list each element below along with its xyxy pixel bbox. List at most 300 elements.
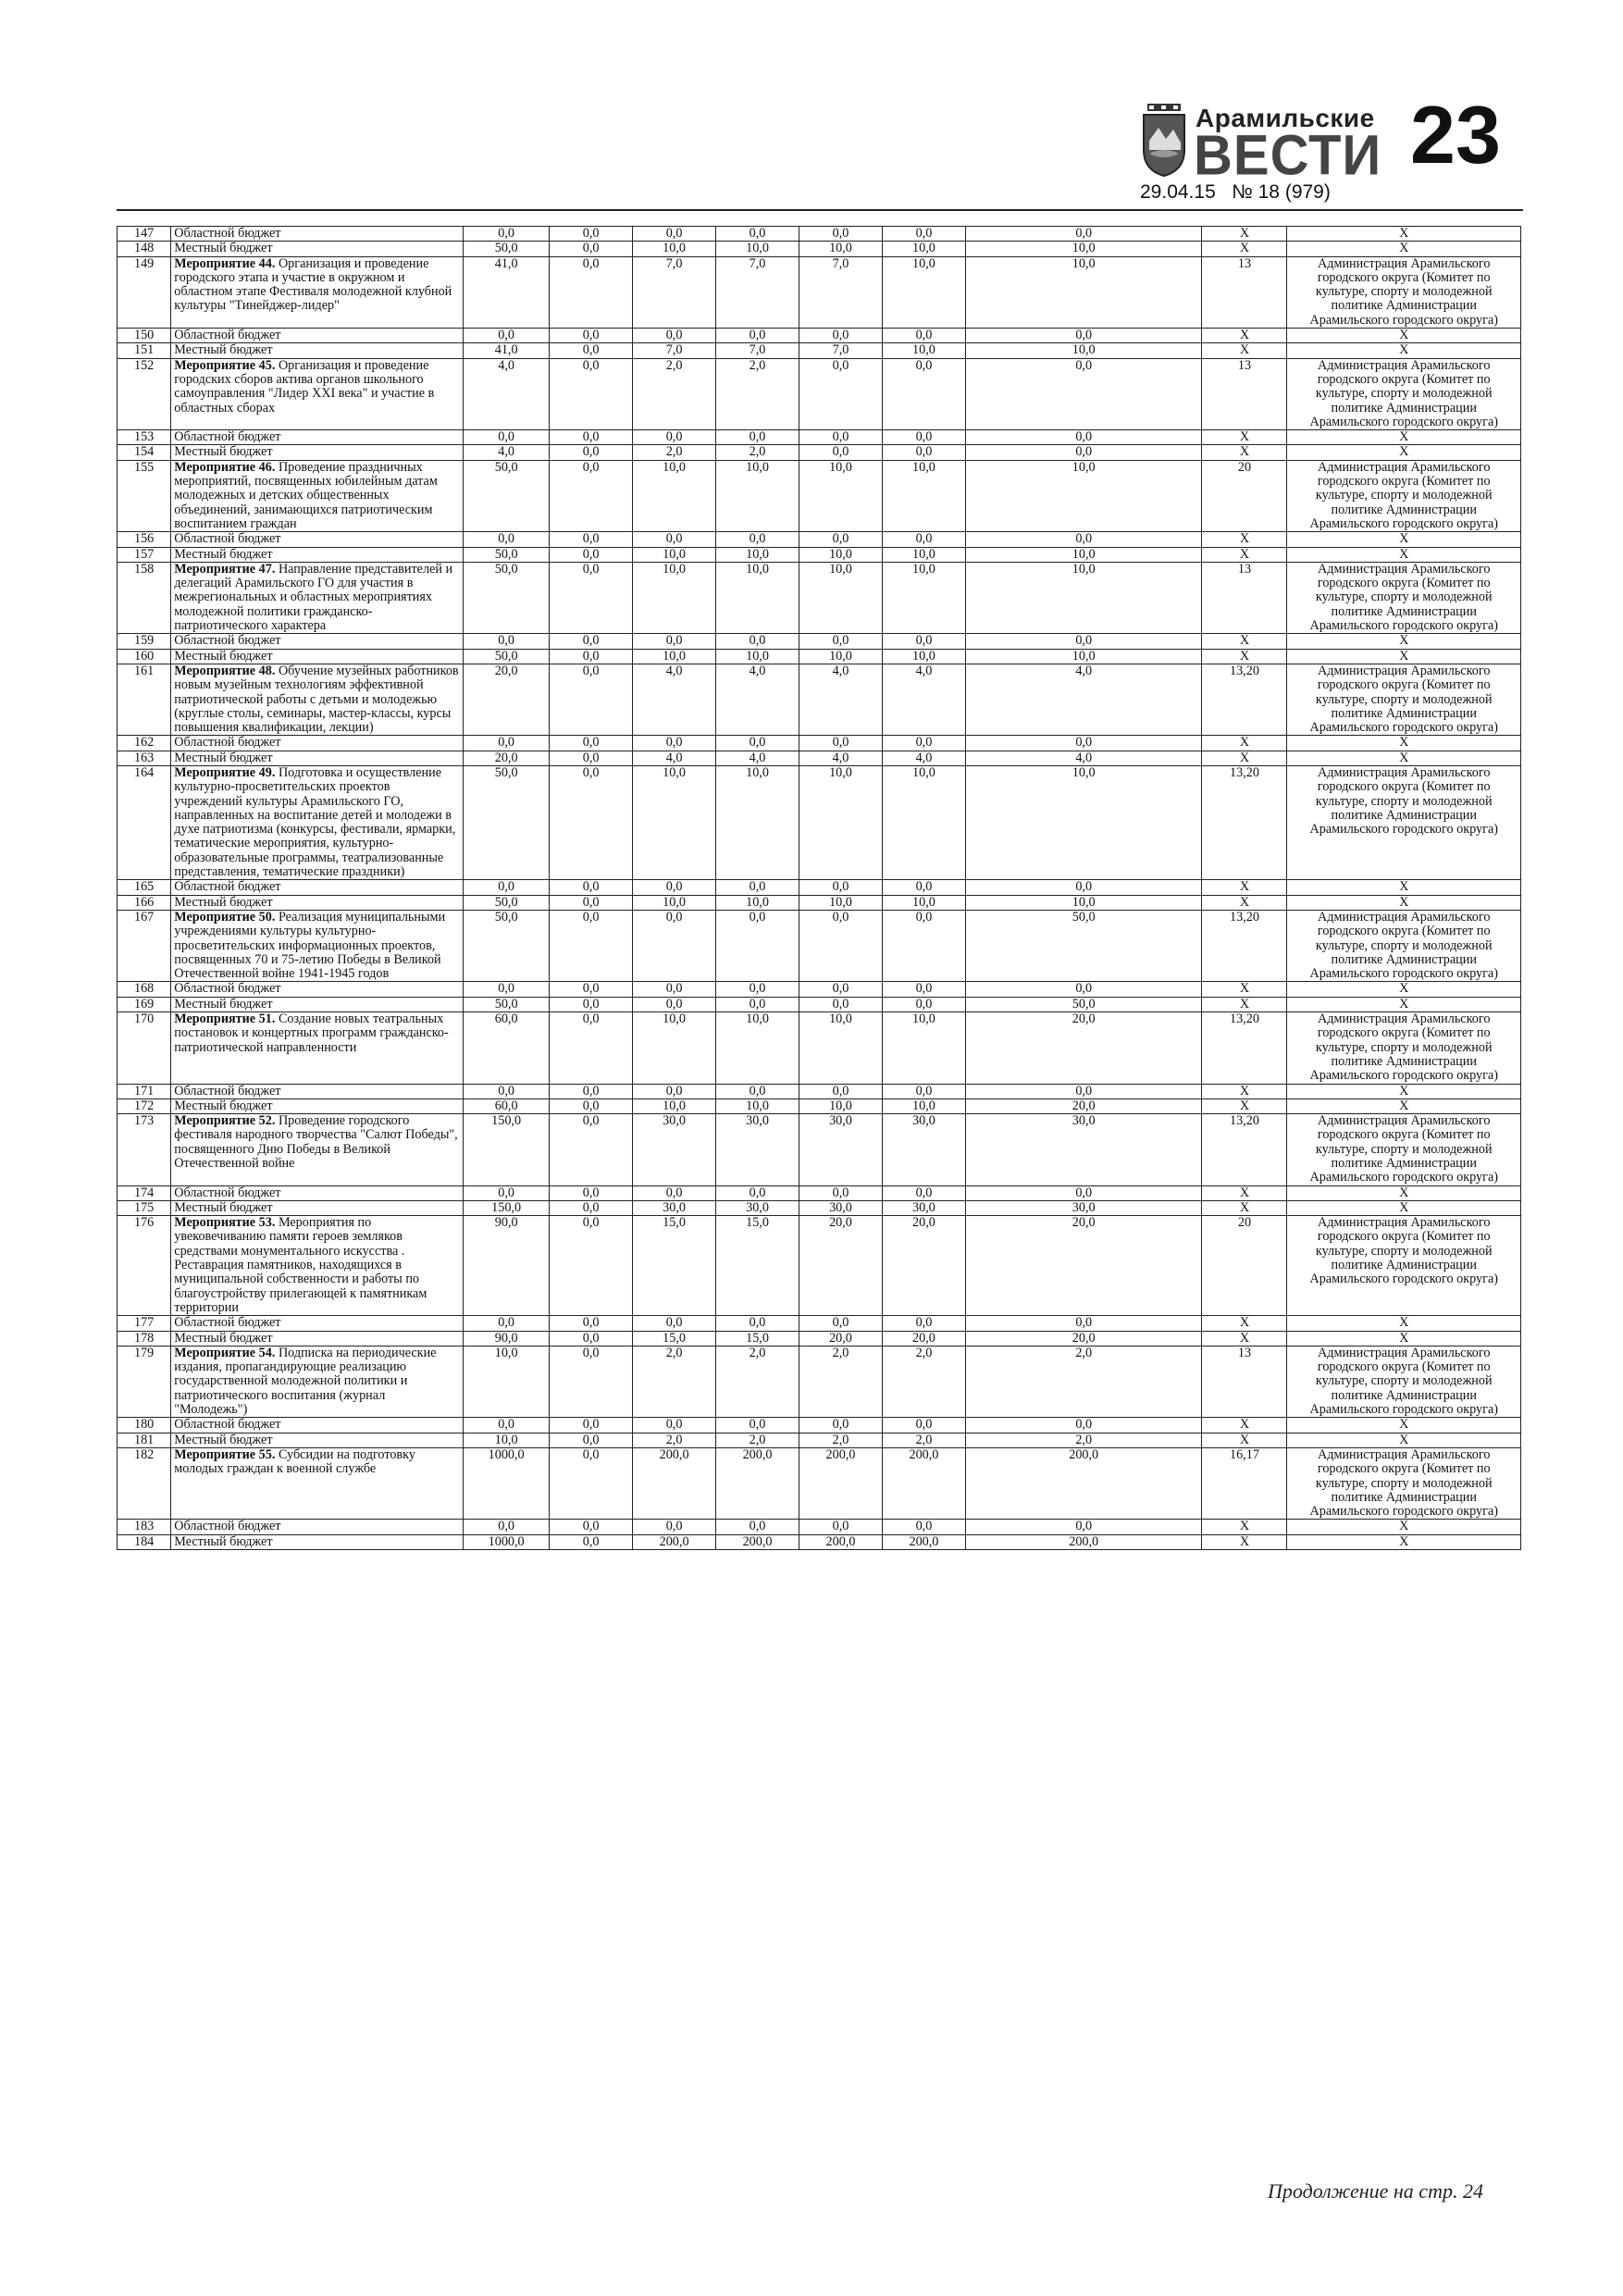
activity-text: Подписка на периодические издания, пропагандирующие реализацию государственной молодежной политики и патриотического воспитания (журнал "Молодежь"): [174, 1346, 437, 1418]
executor: X: [1287, 430, 1521, 445]
year-2-amount: 10,0: [633, 562, 716, 633]
target-indicator-ref: X: [1202, 895, 1287, 910]
row-number: 183: [118, 1520, 171, 1534]
target-indicator-ref: 16,17: [1202, 1447, 1287, 1519]
total-amount: 0,0: [464, 227, 550, 242]
row-description: [171, 910, 464, 981]
total-amount: 50,0: [464, 997, 550, 1011]
target-indicator-ref: X: [1202, 1316, 1287, 1331]
row-description: Областной бюджет: [171, 1084, 464, 1098]
row-number: 159: [118, 634, 171, 649]
target-indicator-ref: 13: [1202, 562, 1287, 633]
coat-of-arms-icon: [1140, 104, 1188, 178]
year-2-amount: 0,0: [633, 1084, 716, 1098]
year-4-amount: 30,0: [799, 1200, 883, 1215]
year-1-amount: 0,0: [550, 1331, 633, 1346]
year-6-amount: 10,0: [965, 343, 1202, 358]
executor: X: [1287, 1433, 1521, 1447]
year-1-amount: 0,0: [550, 880, 633, 895]
table-row-activity: [118, 765, 1521, 879]
row-description: [171, 765, 464, 879]
row-number: 162: [118, 736, 171, 751]
table-row-budget: [118, 227, 1521, 242]
row-number: 184: [118, 1534, 171, 1549]
year-2-amount: 0,0: [633, 910, 716, 981]
year-6-amount: 0,0: [965, 634, 1202, 649]
target-indicator-ref: 13: [1202, 256, 1287, 328]
row-number: 170: [118, 1012, 171, 1084]
year-1-amount: 0,0: [550, 1216, 633, 1316]
year-4-amount: 0,0: [799, 736, 883, 751]
row-description: Областной бюджет: [171, 1418, 464, 1433]
row-description: [171, 664, 464, 735]
row-description: Местный бюджет: [171, 751, 464, 765]
row-description: Местный бюджет: [171, 1200, 464, 1215]
year-6-amount: 2,0: [965, 1433, 1202, 1447]
activity-text: Организация и проведение городского этапа и участие в окружном и областном этапе Фестиваля молодежной клубной культуры "Тинейджер-лидер": [174, 256, 452, 314]
activity-text: Обучение музейных работников новым музейным технологиям эффективной патриотической работы с детьми и молодежью (круглые столы, семинары, мастер-классы, курсы повышения квалификации, лекции): [174, 664, 459, 736]
year-1-amount: 0,0: [550, 256, 633, 328]
row-number: 151: [118, 343, 171, 358]
year-1-amount: 0,0: [550, 532, 633, 547]
year-4-amount: 20,0: [799, 1216, 883, 1316]
year-4-amount: 10,0: [799, 895, 883, 910]
row-number: 168: [118, 982, 171, 997]
year-4-amount: 0,0: [799, 634, 883, 649]
year-4-amount: 0,0: [799, 430, 883, 445]
year-2-amount: 0,0: [633, 1185, 716, 1200]
target-indicator-ref: X: [1202, 445, 1287, 460]
year-1-amount: 0,0: [550, 358, 633, 429]
row-number: 182: [118, 1447, 171, 1519]
year-3-amount: 30,0: [716, 1200, 799, 1215]
target-indicator-ref: 13,20: [1202, 765, 1287, 879]
year-6-amount: 4,0: [965, 664, 1202, 735]
row-description: Местный бюджет: [171, 895, 464, 910]
target-indicator-ref: X: [1202, 1520, 1287, 1534]
row-number: 181: [118, 1433, 171, 1447]
target-indicator-ref: X: [1202, 634, 1287, 649]
year-6-amount: 0,0: [965, 358, 1202, 429]
year-1-amount: 0,0: [550, 1534, 633, 1549]
row-number: 173: [118, 1114, 171, 1185]
activity-text: Субсидии на подготовку молодых граждан к военной службе: [174, 1447, 415, 1477]
table-row-activity: [118, 1447, 1521, 1519]
total-amount: 1000,0: [464, 1534, 550, 1549]
activity-title: Мероприятие 52.: [174, 1113, 276, 1129]
year-5-amount: 0,0: [882, 1520, 965, 1534]
year-2-amount: 0,0: [633, 634, 716, 649]
year-4-amount: 10,0: [799, 649, 883, 664]
total-amount: 0,0: [464, 1316, 550, 1331]
year-5-amount: 10,0: [882, 460, 965, 531]
executor: X: [1287, 1534, 1521, 1549]
row-number: 160: [118, 649, 171, 664]
year-5-amount: 0,0: [882, 227, 965, 242]
target-indicator-ref: X: [1202, 997, 1287, 1011]
issue-date: 29.04.15: [1140, 181, 1216, 203]
year-2-amount: 2,0: [633, 445, 716, 460]
year-1-amount: 0,0: [550, 562, 633, 633]
row-number: 175: [118, 1200, 171, 1215]
row-number: 156: [118, 532, 171, 547]
total-amount: 50,0: [464, 910, 550, 981]
year-6-amount: 10,0: [965, 547, 1202, 562]
year-5-amount: 0,0: [882, 982, 965, 997]
total-amount: 90,0: [464, 1216, 550, 1316]
year-1-amount: 0,0: [550, 1418, 633, 1433]
year-5-amount: 10,0: [882, 343, 965, 358]
year-5-amount: 0,0: [882, 358, 965, 429]
row-number: 155: [118, 460, 171, 531]
target-indicator-ref: 13: [1202, 1346, 1287, 1417]
year-1-amount: 0,0: [550, 1520, 633, 1534]
activity-title: Мероприятие 54.: [174, 1346, 276, 1360]
row-description: Областной бюджет: [171, 329, 464, 343]
year-6-amount: 10,0: [965, 765, 1202, 879]
year-4-amount: 10,0: [799, 242, 883, 256]
year-5-amount: 10,0: [882, 765, 965, 879]
year-4-amount: 0,0: [799, 358, 883, 429]
year-5-amount: 30,0: [882, 1114, 965, 1185]
year-6-amount: 50,0: [965, 997, 1202, 1011]
activity-title: Мероприятие 47.: [174, 562, 276, 577]
activity-title: Мероприятие 50.: [174, 910, 276, 925]
year-2-amount: 0,0: [633, 532, 716, 547]
activity-text: Проведение праздничных мероприятий, посвященных юбилейным датам молодежных и детских общественных объединений, занимающихся патриотическим воспитанием граждан: [174, 460, 438, 531]
row-description: Областной бюджет: [171, 1185, 464, 1200]
year-2-amount: 30,0: [633, 1114, 716, 1185]
year-3-amount: 10,0: [716, 765, 799, 879]
activity-title: Мероприятие 55.: [174, 1447, 276, 1462]
target-indicator-ref: X: [1202, 242, 1287, 256]
table-row-budget: [118, 343, 1521, 358]
activity-title: Мероприятие 48.: [174, 664, 276, 678]
row-description: Областной бюджет: [171, 1316, 464, 1331]
table-row-budget: [118, 445, 1521, 460]
executor: X: [1287, 1098, 1521, 1113]
year-3-amount: 15,0: [716, 1331, 799, 1346]
row-number: 172: [118, 1098, 171, 1113]
row-description: Местный бюджет: [171, 1331, 464, 1346]
year-1-amount: 0,0: [550, 1200, 633, 1215]
year-2-amount: 4,0: [633, 751, 716, 765]
table-row-activity: [118, 910, 1521, 981]
executor: X: [1287, 1185, 1521, 1200]
row-number: 161: [118, 664, 171, 735]
year-2-amount: 0,0: [633, 880, 716, 895]
target-indicator-ref: X: [1202, 751, 1287, 765]
row-number: 148: [118, 242, 171, 256]
row-number: 147: [118, 227, 171, 242]
row-description: Областной бюджет: [171, 1520, 464, 1534]
year-1-amount: 0,0: [550, 664, 633, 735]
executor: Администрация Арамильского городского округа (Комитет по культуре, спорту и молодежной политике Администрации Арамильского городского округа): [1287, 1012, 1521, 1084]
year-6-amount: 200,0: [965, 1534, 1202, 1549]
year-5-amount: 10,0: [882, 547, 965, 562]
year-6-amount: 200,0: [965, 1447, 1202, 1519]
total-amount: 50,0: [464, 460, 550, 531]
logo-title-big: ВЕСТИ: [1194, 123, 1382, 188]
row-number: 166: [118, 895, 171, 910]
table-row-activity: [118, 358, 1521, 429]
target-indicator-ref: X: [1202, 343, 1287, 358]
total-amount: 50,0: [464, 242, 550, 256]
table-row-budget: [118, 1520, 1521, 1534]
year-3-amount: 2,0: [716, 358, 799, 429]
table-row-budget: [118, 1418, 1521, 1433]
table-row-budget: [118, 895, 1521, 910]
row-description: Местный бюджет: [171, 997, 464, 1011]
year-5-amount: 0,0: [882, 430, 965, 445]
row-description: Местный бюджет: [171, 649, 464, 664]
row-description: Областной бюджет: [171, 880, 464, 895]
continued-note: Продолжение на стр. 24: [1268, 2179, 1483, 2203]
row-number: 152: [118, 358, 171, 429]
table-row-activity: [118, 1012, 1521, 1084]
row-number: 167: [118, 910, 171, 981]
activity-title: Мероприятие 46.: [174, 460, 276, 475]
year-3-amount: 10,0: [716, 1098, 799, 1113]
total-amount: 0,0: [464, 736, 550, 751]
row-description: [171, 256, 464, 328]
activity-text: Проведение городского фестиваля народного творчества "Салют Победы", посвященного Дню Победы в Великой Отечественной войне: [174, 1113, 458, 1171]
executor: Администрация Арамильского городского округа (Комитет по культуре, спорту и молодежной политике Администрации Арамильского городского округа): [1287, 765, 1521, 879]
year-3-amount: 0,0: [716, 1185, 799, 1200]
target-indicator-ref: X: [1202, 982, 1287, 997]
year-1-amount: 0,0: [550, 1433, 633, 1447]
activity-title: Мероприятие 44.: [174, 256, 276, 271]
year-3-amount: 2,0: [716, 1433, 799, 1447]
year-1-amount: 0,0: [550, 982, 633, 997]
executor: X: [1287, 982, 1521, 997]
row-number: 154: [118, 445, 171, 460]
year-6-amount: 10,0: [965, 256, 1202, 328]
row-description: [171, 1346, 464, 1417]
executor: Администрация Арамильского городского округа (Комитет по культуре, спорту и молодежной политике Администрации Арамильского городского округа): [1287, 910, 1521, 981]
issue-line: [1140, 181, 1331, 204]
row-number: 149: [118, 256, 171, 328]
year-2-amount: 10,0: [633, 460, 716, 531]
table-row-activity: [118, 1114, 1521, 1185]
year-1-amount: 0,0: [550, 547, 633, 562]
year-2-amount: 30,0: [633, 1200, 716, 1215]
row-number: 150: [118, 329, 171, 343]
year-3-amount: 200,0: [716, 1447, 799, 1519]
year-3-amount: 2,0: [716, 445, 799, 460]
year-1-amount: 0,0: [550, 227, 633, 242]
year-4-amount: 0,0: [799, 910, 883, 981]
year-2-amount: 10,0: [633, 547, 716, 562]
year-1-amount: 0,0: [550, 1114, 633, 1185]
table-row-budget: [118, 242, 1521, 256]
year-6-amount: 30,0: [965, 1114, 1202, 1185]
year-2-amount: 200,0: [633, 1534, 716, 1549]
row-number: 157: [118, 547, 171, 562]
table-row-budget: [118, 649, 1521, 664]
year-2-amount: 10,0: [633, 895, 716, 910]
year-6-amount: 4,0: [965, 751, 1202, 765]
activity-title: Мероприятие 51.: [174, 1011, 276, 1027]
year-3-amount: 10,0: [716, 649, 799, 664]
year-2-amount: 15,0: [633, 1331, 716, 1346]
year-3-amount: 0,0: [716, 997, 799, 1011]
year-2-amount: 10,0: [633, 649, 716, 664]
total-amount: 50,0: [464, 562, 550, 633]
year-6-amount: 0,0: [965, 1084, 1202, 1098]
total-amount: 0,0: [464, 634, 550, 649]
year-5-amount: 2,0: [882, 1346, 965, 1417]
total-amount: 150,0: [464, 1114, 550, 1185]
year-6-amount: 20,0: [965, 1012, 1202, 1084]
executor: X: [1287, 895, 1521, 910]
year-1-amount: 0,0: [550, 634, 633, 649]
year-4-amount: 20,0: [799, 1331, 883, 1346]
year-4-amount: 2,0: [799, 1433, 883, 1447]
year-5-amount: 0,0: [882, 634, 965, 649]
total-amount: 0,0: [464, 982, 550, 997]
year-3-amount: 4,0: [716, 751, 799, 765]
year-4-amount: 2,0: [799, 1346, 883, 1417]
year-2-amount: 0,0: [633, 1520, 716, 1534]
budget-table: [117, 226, 1521, 1550]
activity-text: Мероприятия по увековечиванию памяти героев земляков средствами монументального искусства . Реставрация памятников, находящихся в муниципальной собственности и работы по благоустройству прилегающей к памятникам территории: [174, 1215, 427, 1315]
total-amount: 0,0: [464, 430, 550, 445]
logo-title-small: Арамильские: [1196, 104, 1375, 132]
executor: X: [1287, 1084, 1521, 1098]
executor: Администрация Арамильского городского округа (Комитет по культуре, спорту и молодежной политике Администрации Арамильского городского округа): [1287, 1114, 1521, 1185]
table-row-activity: [118, 460, 1521, 531]
row-description: Областной бюджет: [171, 227, 464, 242]
year-6-amount: 10,0: [965, 895, 1202, 910]
row-description: [171, 1447, 464, 1519]
target-indicator-ref: 20: [1202, 1216, 1287, 1316]
target-indicator-ref: X: [1202, 1185, 1287, 1200]
target-indicator-ref: X: [1202, 880, 1287, 895]
year-3-amount: 10,0: [716, 242, 799, 256]
year-6-amount: 0,0: [965, 532, 1202, 547]
executor: X: [1287, 649, 1521, 664]
target-indicator-ref: X: [1202, 1534, 1287, 1549]
total-amount: 0,0: [464, 1520, 550, 1534]
year-3-amount: 0,0: [716, 227, 799, 242]
row-number: 179: [118, 1346, 171, 1417]
year-6-amount: 10,0: [965, 649, 1202, 664]
year-3-amount: 0,0: [716, 329, 799, 343]
executor: X: [1287, 736, 1521, 751]
row-description: [171, 1114, 464, 1185]
row-description: Областной бюджет: [171, 982, 464, 997]
total-amount: 0,0: [464, 1084, 550, 1098]
year-1-amount: 0,0: [550, 430, 633, 445]
row-description: [171, 358, 464, 429]
year-6-amount: 10,0: [965, 460, 1202, 531]
total-amount: 150,0: [464, 1200, 550, 1215]
row-description: [171, 562, 464, 633]
year-2-amount: 2,0: [633, 1346, 716, 1417]
total-amount: 4,0: [464, 358, 550, 429]
target-indicator-ref: X: [1202, 1084, 1287, 1098]
year-5-amount: 0,0: [882, 910, 965, 981]
year-2-amount: 10,0: [633, 1012, 716, 1084]
target-indicator-ref: 13: [1202, 358, 1287, 429]
table-row-budget: [118, 1433, 1521, 1447]
year-2-amount: 10,0: [633, 765, 716, 879]
year-4-amount: 10,0: [799, 1012, 883, 1084]
year-4-amount: 0,0: [799, 329, 883, 343]
year-6-amount: 20,0: [965, 1216, 1202, 1316]
target-indicator-ref: 13,20: [1202, 910, 1287, 981]
row-description: Местный бюджет: [171, 547, 464, 562]
target-indicator-ref: 13,20: [1202, 1012, 1287, 1084]
year-2-amount: 2,0: [633, 1433, 716, 1447]
table-row-budget: [118, 532, 1521, 547]
year-3-amount: 10,0: [716, 1012, 799, 1084]
year-5-amount: 0,0: [882, 532, 965, 547]
year-4-amount: 0,0: [799, 880, 883, 895]
year-5-amount: 0,0: [882, 445, 965, 460]
year-1-amount: 0,0: [550, 1346, 633, 1417]
row-description: Областной бюджет: [171, 736, 464, 751]
executor: X: [1287, 634, 1521, 649]
year-6-amount: 0,0: [965, 1316, 1202, 1331]
year-1-amount: 0,0: [550, 1098, 633, 1113]
table-row-budget: [118, 1200, 1521, 1215]
year-1-amount: 0,0: [550, 242, 633, 256]
year-3-amount: 2,0: [716, 1346, 799, 1417]
executor: Администрация Арамильского городского округа (Комитет по культуре, спорту и молодежной политике Администрации Арамильского городского округа): [1287, 1346, 1521, 1417]
year-2-amount: 10,0: [633, 1098, 716, 1113]
executor: Администрация Арамильского городского округа (Комитет по культуре, спорту и молодежной политике Администрации Арамильского городского округа): [1287, 664, 1521, 735]
year-4-amount: 10,0: [799, 460, 883, 531]
executor: X: [1287, 880, 1521, 895]
year-5-amount: 10,0: [882, 242, 965, 256]
year-5-amount: 30,0: [882, 1200, 965, 1215]
year-4-amount: 0,0: [799, 982, 883, 997]
year-5-amount: 200,0: [882, 1534, 965, 1549]
year-1-amount: 0,0: [550, 445, 633, 460]
executor: Администрация Арамильского городского округа (Комитет по культуре, спорту и молодежной политике Администрации Арамильского городского округа): [1287, 1216, 1521, 1316]
total-amount: 50,0: [464, 765, 550, 879]
row-number: 171: [118, 1084, 171, 1098]
year-4-amount: 0,0: [799, 1316, 883, 1331]
year-1-amount: 0,0: [550, 329, 633, 343]
row-number: 169: [118, 997, 171, 1011]
year-4-amount: 0,0: [799, 1185, 883, 1200]
executor: X: [1287, 1520, 1521, 1534]
row-description: Местный бюджет: [171, 242, 464, 256]
year-4-amount: 0,0: [799, 532, 883, 547]
year-1-amount: 0,0: [550, 1012, 633, 1084]
total-amount: 20,0: [464, 664, 550, 735]
year-2-amount: 15,0: [633, 1216, 716, 1316]
year-4-amount: 4,0: [799, 751, 883, 765]
table-row-activity: [118, 664, 1521, 735]
year-2-amount: 0,0: [633, 997, 716, 1011]
year-4-amount: 0,0: [799, 1084, 883, 1098]
target-indicator-ref: X: [1202, 1200, 1287, 1215]
year-5-amount: 0,0: [882, 329, 965, 343]
year-2-amount: 0,0: [633, 227, 716, 242]
activity-title: Мероприятие 45.: [174, 358, 276, 373]
table-row-budget: [118, 430, 1521, 445]
row-description: Областной бюджет: [171, 532, 464, 547]
year-3-amount: 15,0: [716, 1216, 799, 1316]
total-amount: 1000,0: [464, 1447, 550, 1519]
year-2-amount: 2,0: [633, 358, 716, 429]
table-row-budget: [118, 1185, 1521, 1200]
year-4-amount: 0,0: [799, 227, 883, 242]
